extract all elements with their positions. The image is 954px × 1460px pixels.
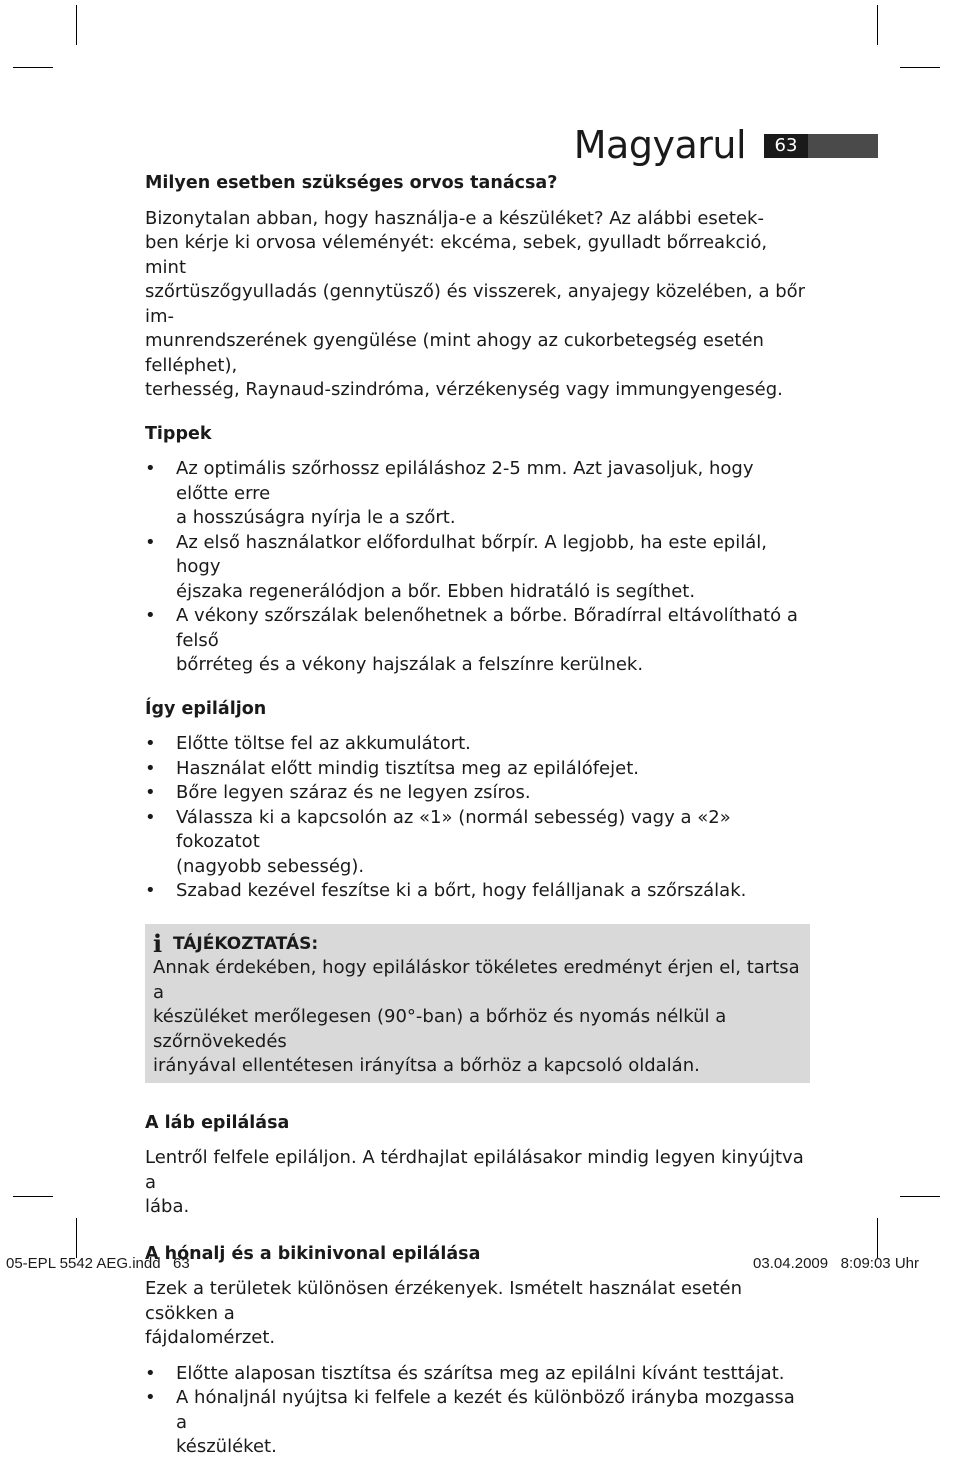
crop-mark: [900, 67, 940, 68]
crop-mark: [13, 67, 53, 68]
header-bar: [808, 134, 878, 158]
list-item: • Előtte alaposan tisztítsa és szárítsa meg az epilálni kívánt testtájat.: [145, 1362, 810, 1387]
list-item: • Az első használatkor előfordulhat bőrpír. A legjobb, ha este epilál, hogy éjszaka regenerálódjon a bőr. Ebben hidratáló is segíthet.: [145, 531, 810, 605]
crop-mark: [900, 1196, 940, 1197]
text-line: Annak érdekében, hogy epiláláskor tökéletes eredményt érjen el, tartsa a: [153, 957, 800, 1003]
list-item: • Szabad kezével feszítse ki a bőrt, hogy felálljanak a szőrszálak.: [145, 879, 810, 904]
text-line: szőrtüszőgyulladás (gennytüsző) és visszerek, anyajegy közelében, a bőr im-: [145, 281, 806, 327]
crop-mark: [76, 1218, 77, 1258]
page-number-badge: 63: [764, 134, 808, 158]
text-line: irányával ellentétesen irányítsa a bőrhöz a kapcsoló oldalán.: [153, 1055, 700, 1076]
text-line: fájdalomérzet.: [145, 1327, 276, 1348]
section-heading: Milyen esetben szükséges orvos tanácsa?: [145, 173, 558, 193]
list-item: • Válassza ki a kapcsolón az «1» (normál sebesség) vagy a «2» fokozatot (nagyobb sebesség).: [145, 806, 810, 880]
section-heading: Így epiláljon: [145, 698, 267, 719]
text-line: ben kérje ki orvosa véleményét: ekcéma, sebek, gyulladt bőrreakció, mint: [145, 232, 768, 278]
list-item: • Az optimális szőrhossz epiláláshoz 2-5 mm. Azt javasoljuk, hogy előtte erre a hosszúságra nyírja le a szőrt.: [145, 457, 810, 531]
list-item: • A vékony szőrszálak belenőhetnek a bőrbe. Bőradírral eltávolítható a felső bőrréteg és a vékony hajszálak a felszínre kerülnek.: [145, 604, 810, 678]
paragraph: [145, 1277, 810, 1351]
list-item: • Előtte töltse fel az akkumulátort.: [145, 732, 810, 757]
crop-mark: [76, 5, 77, 45]
crop-mark: [877, 5, 878, 45]
text-line: Bizonytalan abban, hogy használja-e a készüléket? Az alábbi esetek-: [145, 207, 764, 229]
paragraph: [145, 207, 810, 403]
footer-timestamp: 03.04.2009 8:09:03 Uhr: [753, 1255, 919, 1272]
footer-file-info: 05-EPL 5542 AEG.indd 63: [6, 1255, 190, 1272]
section-heading: A hónalj és a bikinivonal epilálása: [145, 1243, 481, 1264]
text-line: Ezek a területek különösen érzékenyek. Ismételt használat esetén csökken a: [145, 1278, 743, 1324]
list-item: • A hónaljnál nyújtsa ki felfele a kezét és különböző irányba mozgassa a készüléket.: [145, 1386, 810, 1460]
crop-mark: [13, 1196, 53, 1197]
paragraph: [145, 1146, 810, 1220]
text-line: munrendszerének gyengülése (mint ahogy az cukorbetegség esetén felléphet),: [145, 330, 764, 376]
bullet-list: [145, 732, 810, 904]
info-box: [145, 924, 810, 1083]
section-heading: A láb epilálása: [145, 1112, 290, 1133]
list-item: • Használat előtt mindig tisztítsa meg az epilálófejet.: [145, 757, 810, 782]
crop-mark: [877, 1218, 878, 1258]
info-header: [153, 928, 802, 958]
text-line: lába.: [145, 1196, 190, 1217]
list-item: • Bőre legyen száraz és ne legyen zsíros.: [145, 781, 810, 806]
info-icon: i: [153, 928, 163, 958]
text-line: terhesség, Raynaud-szindróma, vérzékenység vagy immungyengeség.: [145, 379, 783, 400]
section-heading: Tippek: [145, 423, 212, 444]
text-line: Lentről felfele epiláljon. A térdhajlat epilálásakor mindig legyen kinyújtva a: [145, 1147, 804, 1193]
page-content: [145, 171, 810, 1460]
bullet-list: [145, 457, 810, 678]
page-title: Magyarul: [573, 123, 746, 167]
text-line: készüléket merőlegesen (90°-ban) a bőrhöz és nyomás nélkül a szőrnövekedés: [153, 1006, 727, 1052]
bullet-list: [145, 1362, 810, 1460]
info-title: TÁJÉKOZTATÁS:: [173, 933, 319, 954]
